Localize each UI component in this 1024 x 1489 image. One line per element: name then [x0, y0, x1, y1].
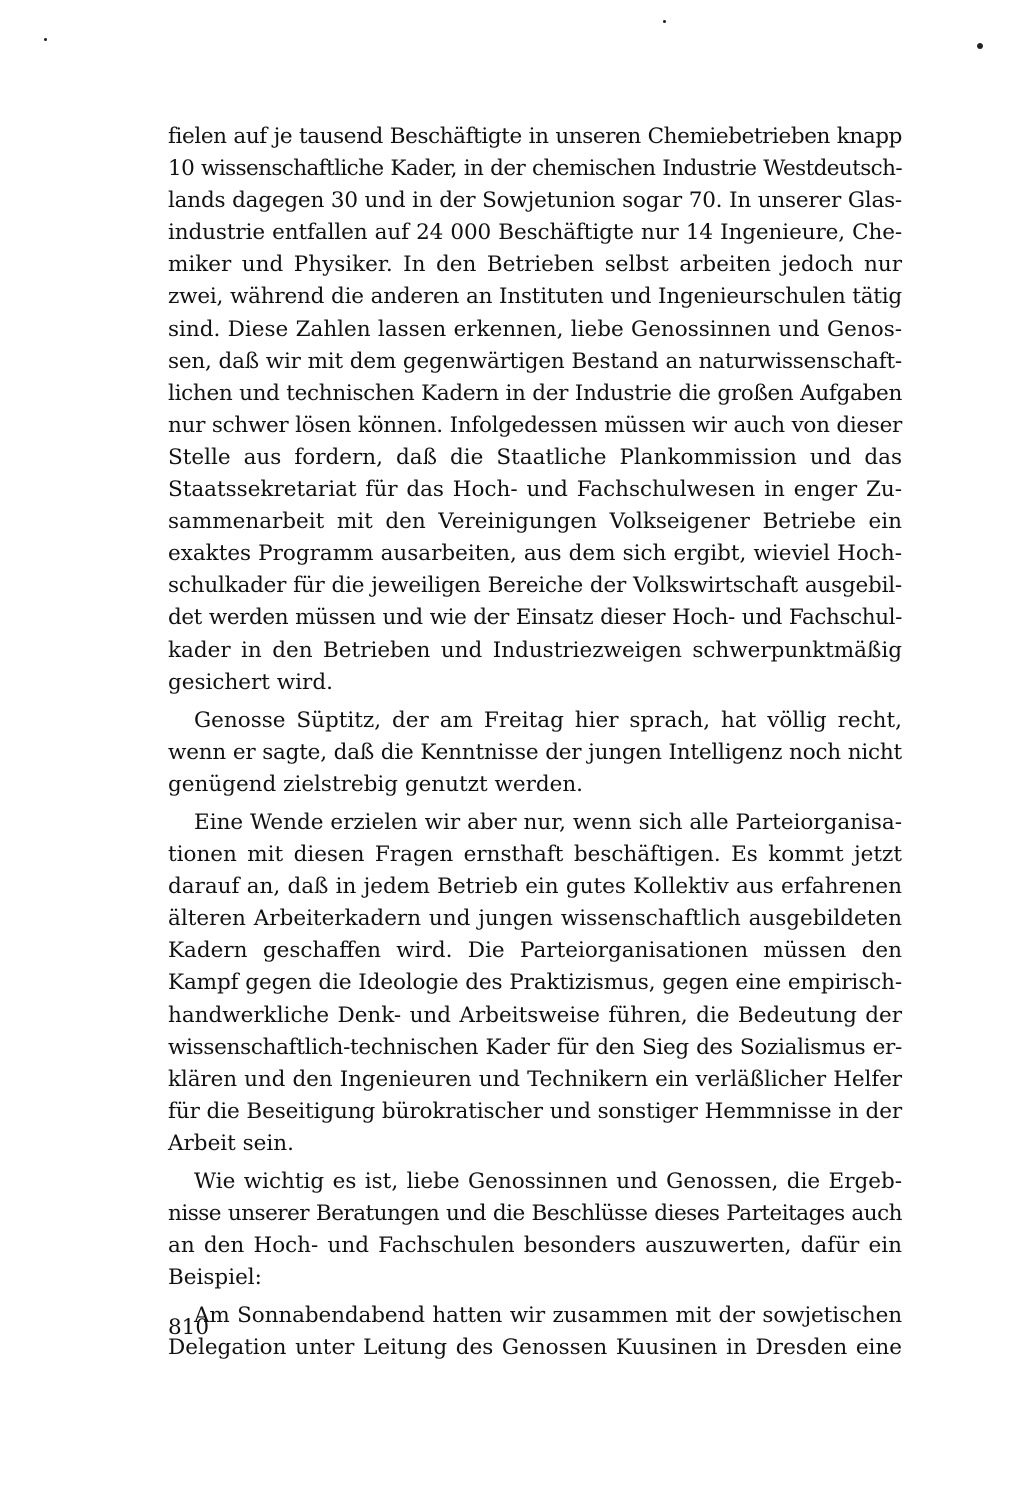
paragraph: [168, 1300, 902, 1364]
text-line: Staatssekretariat für das Hoch- und Fachschulwesen in enger Zu-: [168, 477, 902, 503]
text-line: sen, daß wir mit dem gegenwärtigen Bestand an naturwissenschaft-: [168, 348, 902, 374]
text-line: schulkader für die jeweiligen Bereiche der Volkswirtschaft ausgebil-: [168, 573, 902, 599]
text-line: lands dagegen 30 und in der Sowjetunion sogar 70. In unserer Glas-: [168, 188, 902, 214]
text-line: tionen mit diesen Fragen ernsthaft beschäftigen. Es kommt jetzt: [168, 842, 902, 868]
text-line: älteren Arbeiterkadern und jungen wissenschaftlich ausgebildeten: [168, 906, 902, 932]
text-line: nur schwer lösen können. Infolgedessen müssen wir auch von dieser: [168, 412, 902, 438]
body-text: [168, 121, 902, 1365]
text-line: miker und Physiker. In den Betrieben selbst arbeiten jedoch nur: [168, 252, 902, 278]
text-line: handwerkliche Denk- und Arbeitsweise führen, die Bedeutung der: [168, 1002, 902, 1028]
paragraph: [168, 807, 902, 1160]
text-line: an den Hoch- und Fachschulen besonders auszuwerten, dafür ein: [168, 1233, 902, 1259]
print-speck: [44, 38, 47, 41]
print-speck: [663, 20, 666, 23]
text-line: genügend zielstrebig genutzt werden.: [168, 771, 584, 797]
text-line: Eine Wende erzielen wir aber nur, wenn sich alle Parteiorganisa-: [194, 809, 902, 835]
text-line: Stelle aus fordern, daß die Staatliche Plankommission und das: [168, 444, 902, 470]
text-line: lichen und technischen Kadern in der Industrie die großen Aufgaben: [168, 380, 902, 406]
text-line: Kadern geschaffen wird. Die Parteiorganisationen müssen den: [168, 938, 902, 964]
text-line: industrie entfallen auf 24 000 Beschäftigte nur 14 Ingenieure, Che-: [168, 220, 902, 246]
paragraph: [168, 705, 902, 801]
text-line: sammenarbeit mit den Vereinigungen Volkseigener Betriebe ein: [168, 509, 902, 535]
text-line: Genosse Süptitz, der am Freitag hier sprach, hat völlig recht,: [194, 707, 902, 733]
text-line: klären und den Ingenieuren und Technikern ein verläßlicher Helfer: [168, 1066, 902, 1092]
text-line: det werden müssen und wie der Einsatz dieser Hoch- und Fachschul-: [168, 605, 902, 631]
text-line: für die Beseitigung bürokratischer und sonstiger Hemmnisse in der: [168, 1098, 902, 1124]
print-speck: [977, 43, 983, 49]
page-number: 810: [168, 1315, 210, 1340]
paragraph: [168, 1166, 902, 1294]
text-line: 10 wissenschaftliche Kader, in der chemischen Industrie Westdeutsch-: [168, 156, 902, 182]
text-line: sind. Diese Zahlen lassen erkennen, liebe Genossinnen und Genos-: [168, 316, 902, 342]
text-line: Beispiel:: [168, 1265, 262, 1291]
text-line: zwei, während die anderen an Instituten und Ingenieurschulen tätig: [168, 284, 902, 310]
text-line: fielen auf je tausend Beschäftigte in unseren Chemiebetrieben knapp: [168, 124, 902, 149]
text-line: darauf an, daß in jedem Betrieb ein gutes Kollektiv aus erfahrenen: [168, 874, 902, 900]
text-line: Am Sonnabendabend hatten wir zusammen mit der sowjetischen: [194, 1303, 902, 1329]
paragraph: [168, 121, 902, 699]
text-line: wenn er sagte, daß die Kenntnisse der jungen Intelligenz noch nicht: [168, 739, 902, 765]
text-line: Kampf gegen die Ideologie des Praktizismus, gegen eine empirisch-: [168, 970, 902, 996]
text-line: kader in den Betrieben und Industriezweigen schwerpunktmäßig: [168, 637, 902, 663]
text-line: Wie wichtig es ist, liebe Genossinnen und Genossen, die Ergeb-: [194, 1169, 902, 1194]
text-line: exaktes Programm ausarbeiten, aus dem sich ergibt, wieviel Hoch-: [168, 541, 902, 567]
text-line: wissenschaftlich-technischen Kader für den Sieg des Sozialismus er-: [168, 1034, 902, 1060]
text-line: Arbeit sein.: [168, 1130, 294, 1156]
text-line: Delegation unter Leitung des Genossen Kuusinen in Dresden eine: [168, 1335, 902, 1361]
text-line: gesichert wird.: [168, 669, 333, 695]
text-line: nisse unserer Beratungen und die Beschlüsse dieses Parteitages auch: [168, 1201, 902, 1227]
